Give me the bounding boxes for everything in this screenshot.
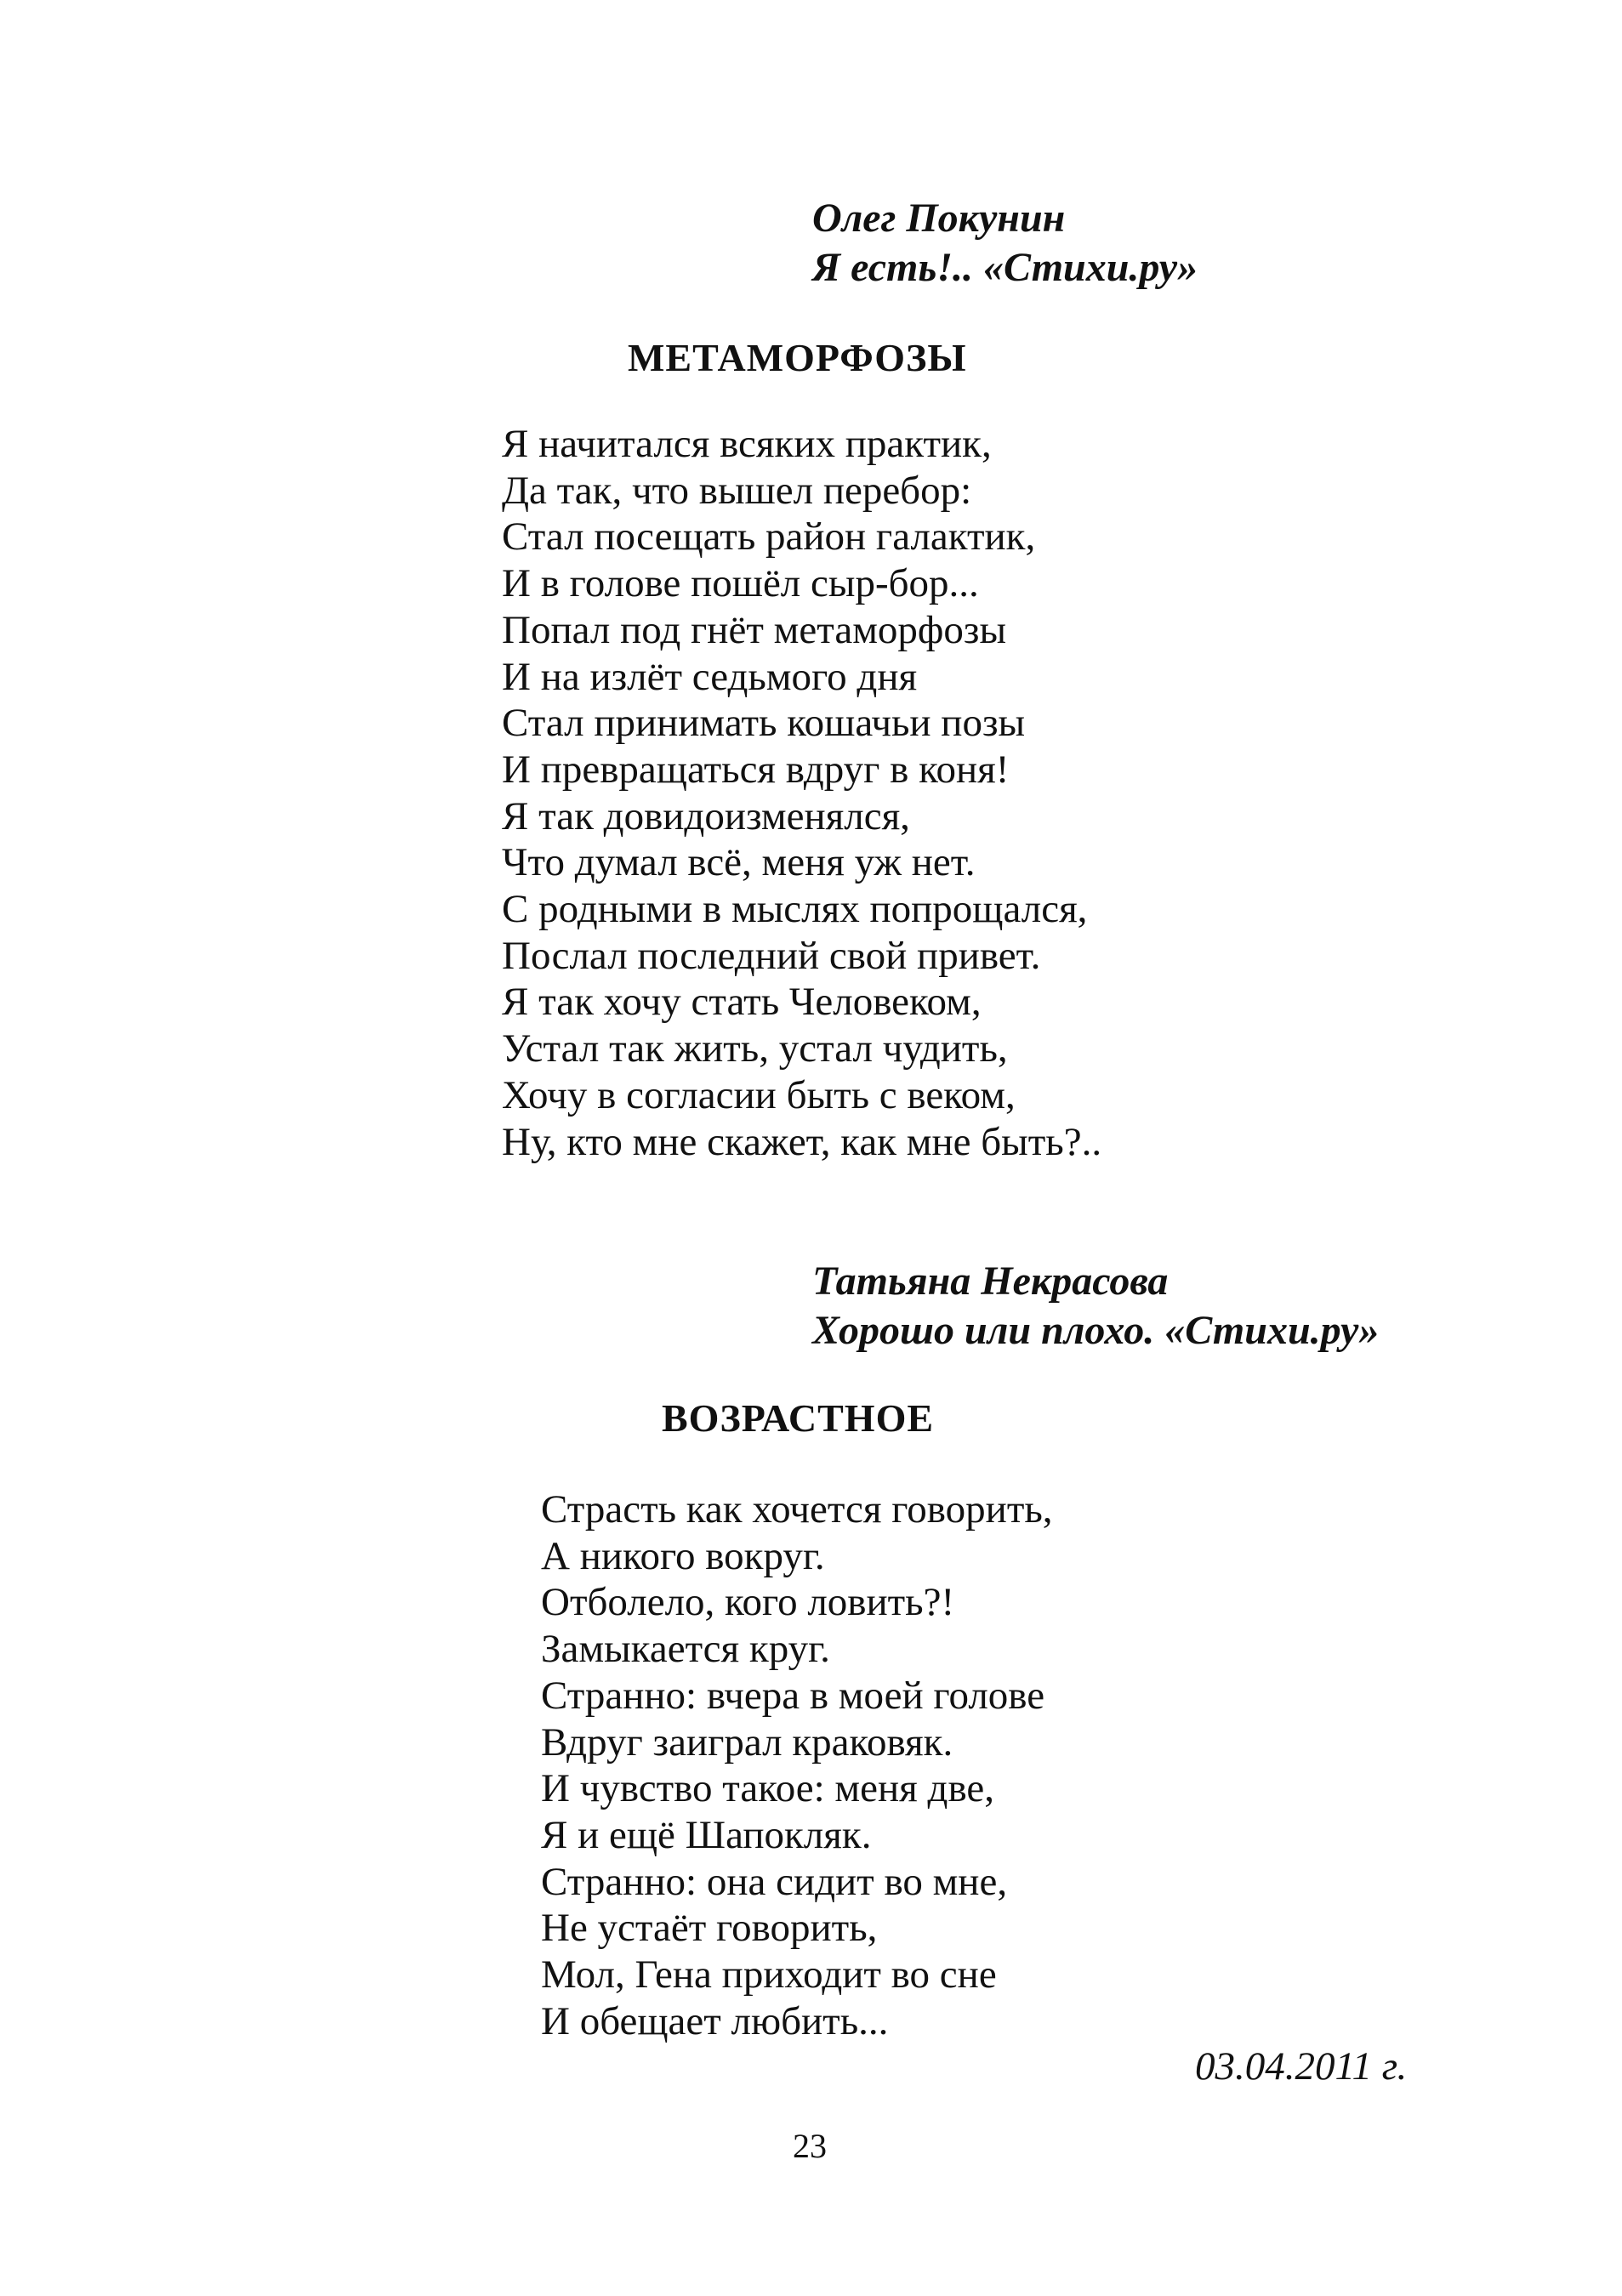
poem-line: И в голове пошёл сыр-бор... <box>502 561 979 606</box>
poem-1-author: Олег Покунин <box>812 196 1066 241</box>
poem-2-author: Татьяна Некрасова <box>812 1259 1169 1304</box>
poem-line: Стал посещать район галактик, <box>502 514 1036 560</box>
poem-line: Что думал всё, меня уж нет. <box>502 840 976 885</box>
poem-line: Послал последний свой привет. <box>502 933 1041 978</box>
poem-line: Странно: вчера в моей голове <box>541 1673 1045 1718</box>
poem-line: Не устаёт говорить, <box>541 1906 878 1951</box>
poem-2-title: ВОЗРАСТНОЕ <box>662 1396 935 1440</box>
poem-line: Мол, Гена приходит во сне <box>541 1952 997 1998</box>
poem-line: Замыкается круг. <box>541 1627 830 1672</box>
poem-line: Отболело, кого ловить?! <box>541 1580 955 1625</box>
poem-1-title: МЕТАМОРФОЗЫ <box>628 336 967 379</box>
poem-line: Да так, что вышел перебор: <box>502 468 972 513</box>
poem-line: Устал так жить, устал чудить, <box>502 1026 1008 1071</box>
poem-line: Страсть как хочется говорить, <box>541 1487 1053 1532</box>
poem-line: И чувство такое: меня две, <box>541 1766 994 1811</box>
poem-line: Я начитался всяких практик, <box>502 422 992 466</box>
poem-line: И обещает любить... <box>541 1998 889 2043</box>
poem-line: Я так хочу стать Человеком, <box>502 980 982 1025</box>
poem-line: Ну, кто мне скажет, как мне быть?.. <box>502 1119 1102 1164</box>
poem-line: Я так довидоизменялся, <box>502 793 910 838</box>
poem-1-body <box>502 421 1101 1165</box>
poem-line: А никого вокруг. <box>541 1533 825 1578</box>
poem-1-source: Я есть!.. «Стихи.ру» <box>812 245 1198 290</box>
poem-line: С родными в мыслях попрощался, <box>502 887 1088 932</box>
page-number: 23 <box>793 2127 827 2165</box>
poem-2-attribution <box>812 1257 1379 1355</box>
poem-line: Стал принимать кошачьи позы <box>502 701 1026 746</box>
poem-line: И превращаться вдруг в коня! <box>502 747 1010 792</box>
poem-line: Попал под гнёт метаморфозы <box>502 607 1007 652</box>
poem-line: Хочу в согласии быть с веком, <box>502 1072 1016 1117</box>
poem-2-date: 03.04.2011 г. <box>1195 2044 1408 2089</box>
poem-line: Странно: она сидит во мне, <box>541 1859 1008 1904</box>
poem-2-body <box>541 1486 1053 2044</box>
poem-2-source: Хорошо или плохо. «Стихи.ру» <box>812 1308 1380 1353</box>
poem-line: Вдруг заиграл краковяк. <box>541 1719 953 1765</box>
poem-1-attribution <box>812 194 1198 293</box>
poem-line: И на излёт седьмого дня <box>502 654 918 699</box>
poem-line: Я и ещё Шапокляк. <box>541 1812 872 1857</box>
